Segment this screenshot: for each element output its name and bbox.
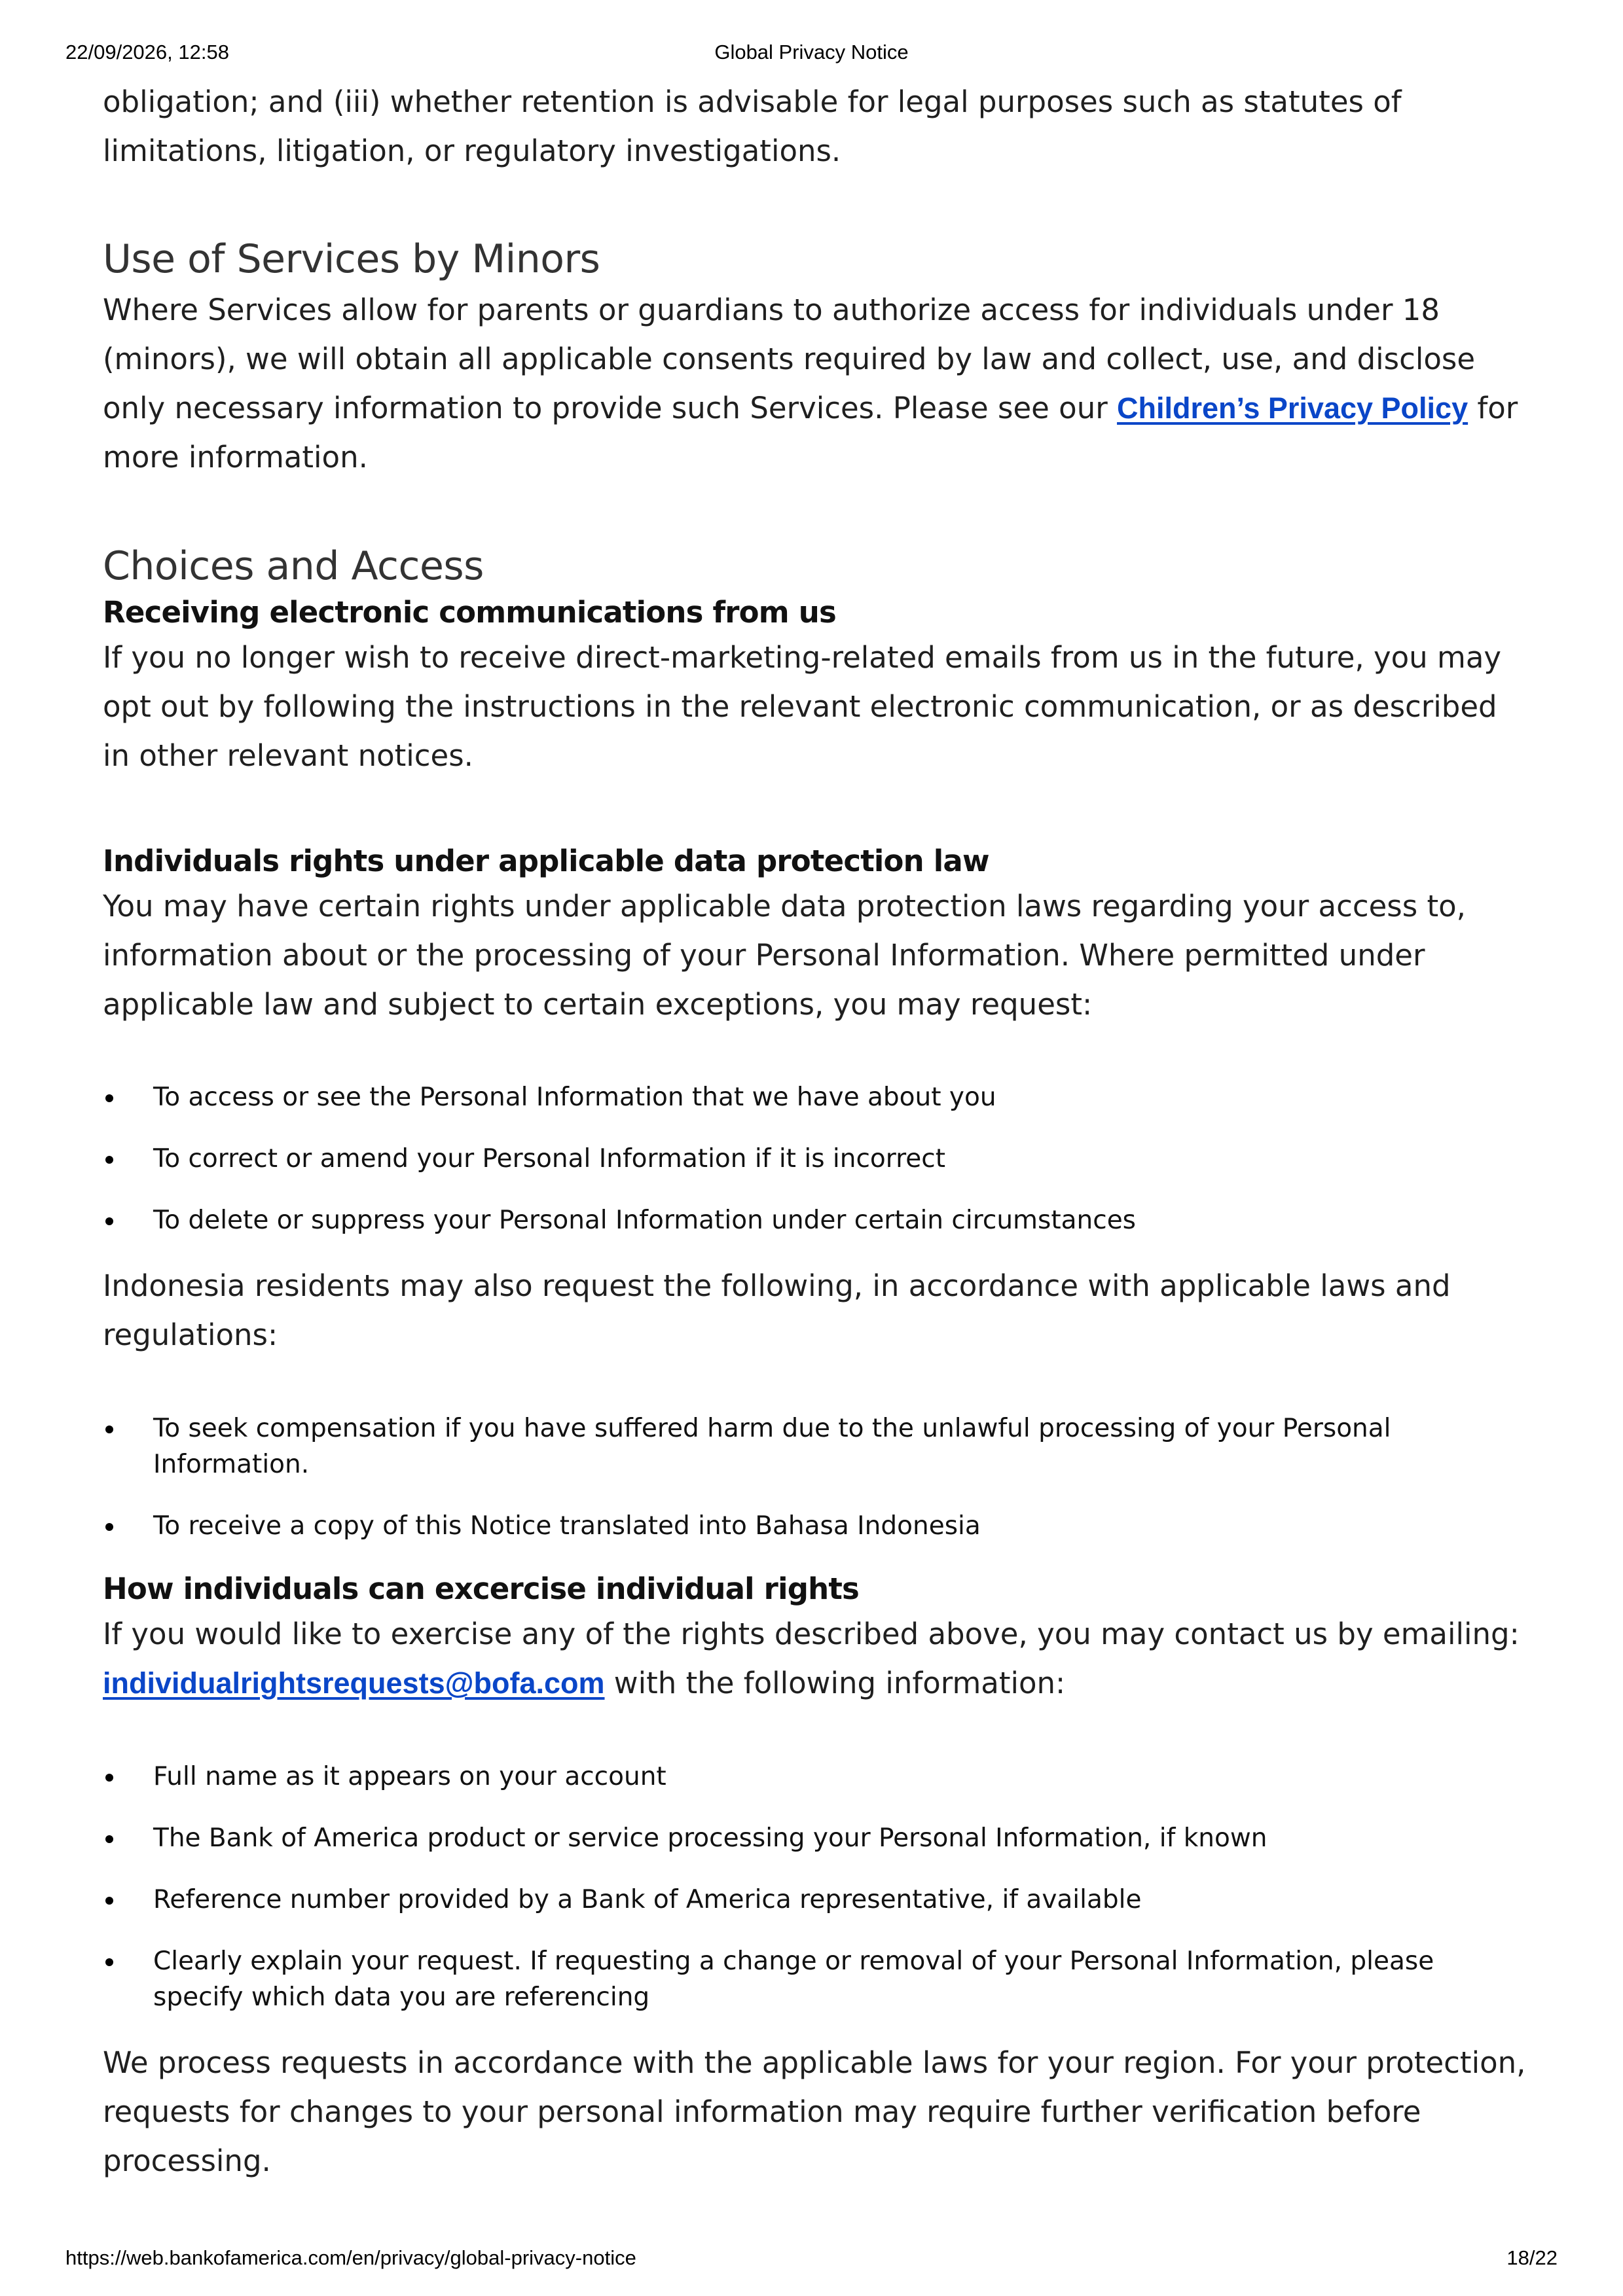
exercise-text-after: with the following information: — [604, 1666, 1066, 1700]
choices-heading: Choices and Access — [103, 543, 484, 589]
exercise-list — [103, 1759, 1530, 2015]
list-item: Reference number provided by a Bank of America representative, if available — [103, 1882, 1530, 1918]
minors-heading: Use of Services by Minors — [103, 236, 600, 282]
minors-text-after: for more information. — [103, 391, 1518, 475]
list-item: The Bank of America product or service processing your Personal Information, if known — [103, 1820, 1530, 1856]
rights-subheading: Individuals rights under applicable data protection law — [103, 844, 989, 878]
minors-text-before: Where Services allow for parents or guardians to authorize access for individuals under 18 (minors), we will obtain all applicable consents required by law and collect, use, and disclose only necessary information to provide such Services. Please see our — [103, 293, 1476, 425]
list-item: To delete or suppress your Personal Information under certain circumstances — [103, 1202, 1530, 1238]
print-footer — [65, 2246, 1558, 2275]
print-header — [65, 41, 1558, 69]
minors-paragraph — [103, 285, 1530, 482]
print-url: https://web.bankofamerica.com/en/privacy/global-privacy-notice — [65, 2246, 636, 2269]
page-number: 18/22 — [1506, 2246, 1558, 2269]
indonesia-paragraph: Indonesia residents may also request the following, in accordance with applicable laws and regulations: — [103, 1268, 1451, 1352]
exercise-subheading: How individuals can excercise individual rights — [103, 1571, 860, 1606]
list-item: To correct or amend your Personal Information if it is incorrect — [103, 1141, 1530, 1177]
exercise-paragraph — [103, 1609, 1530, 1708]
electronic-paragraph: If you no longer wish to receive direct-marketing-related emails from us in the future, you may opt out by following the instructions in the relevant electronic communication, or as described in other relevant notices. — [103, 640, 1502, 773]
list-item: Full name as it appears on your account — [103, 1759, 1530, 1795]
rights-email-link[interactable]: individualrightsrequests@bofa.com — [103, 1666, 605, 1700]
indonesia-list — [103, 1410, 1530, 1544]
list-item: Clearly explain your request. If requesting a change or removal of your Personal Information, please specify which data you are referencing — [103, 1943, 1530, 2015]
exercise-text-before: If you would like to exercise any of the rights described above, you may contact us by emailing: — [103, 1617, 1520, 1651]
document-content — [103, 77, 1530, 2185]
intro-paragraph: obligation; and (iii) whether retention is advisable for legal purposes such as statutes of limitations, litigation, or regulatory investigations. — [103, 84, 1402, 168]
rights-paragraph: You may have certain rights under applicable data protection laws regarding your access to, information about or the processing of your Personal Information. Where permitted under applicable law and subject to certain exceptions, you may request: — [103, 889, 1466, 1022]
rights-list — [103, 1079, 1530, 1238]
list-item: To receive a copy of this Notice translated into Bahasa Indonesia — [103, 1508, 1530, 1544]
print-datetime: 22/09/2026, 12:58 — [65, 41, 229, 63]
list-item: To seek compensation if you have suffered harm due to the unlawful processing of your Personal Information. — [103, 1410, 1530, 1482]
childrens-privacy-policy-link[interactable]: Children’s Privacy Policy — [1117, 391, 1468, 425]
print-title: Global Privacy Notice — [714, 41, 909, 63]
list-item: To access or see the Personal Information that we have about you — [103, 1079, 1530, 1115]
electronic-subheading: Receiving electronic communications from us — [103, 595, 836, 630]
closing-paragraph: We process requests in accordance with the applicable laws for your region. For your protection, requests for changes to your personal information may require further verification before processing. — [103, 2045, 1526, 2178]
